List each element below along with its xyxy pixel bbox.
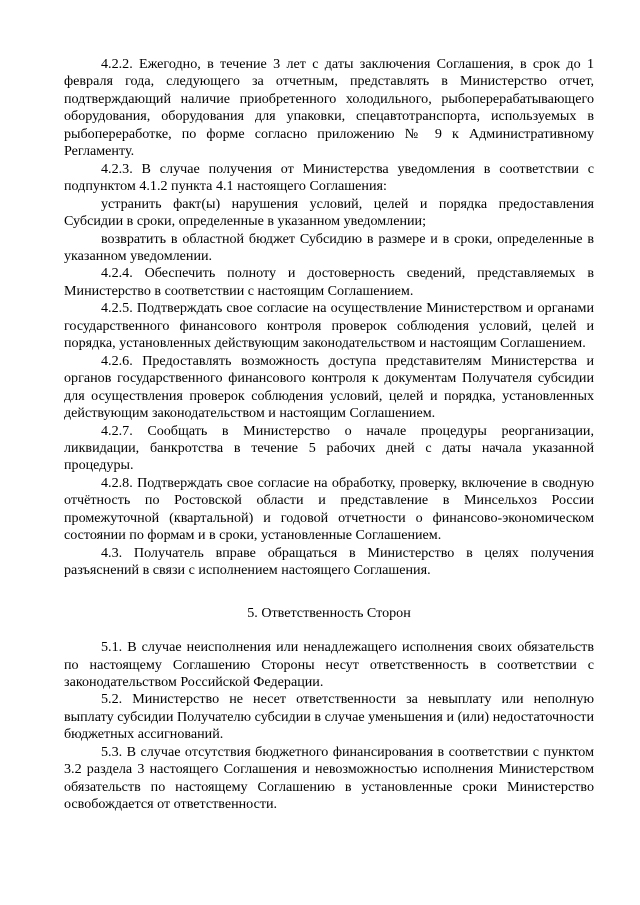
clause-5-3: 5.3. В случае отсутствия бюджетного финансирования в соответствии с пунктом 3.2 раздела 3 настоящего Соглашения и невозможностью исполнения Министерством обязательств по настоящему Соглашению в установленные сроки Министерство освобождается от ответственности. — [64, 743, 594, 813]
clause-4-2-3-item-1: устранить факт(ы) нарушения условий, целей и порядка предоставления Субсидии в сроки, определенные в указанном уведомлении; — [64, 195, 594, 230]
clause-5-1: 5.1. В случае неисполнения или ненадлежащего исполнения своих обязательств по настоящему Соглашению Стороны несут ответственность в соответствии с законодательством Российской Федерации. — [64, 639, 594, 690]
clause-4-3: 4.3. Получатель вправе обращаться в Министерство в целях получения разъяснений в связи с исполнением настоящего Соглашения. — [64, 544, 594, 579]
clause-4-2-6: 4.2.6. Предоставлять возможность доступа представителям Министерства и органов государственного финансового контроля к документам Получателя субсидии для осуществления проверок соблюдения условий, целей и порядка, установленных действующим законодательством и настоящим Соглашением. — [64, 352, 594, 422]
clause-4-2-7: 4.2.7. Сообщать в Министерство о начале процедуры реорганизации, ликвидации, банкротства в течение 5 рабочих дней с даты начала указанной процедуры. — [64, 422, 594, 474]
document-page — [64, 56, 594, 814]
clause-4-2-2: 4.2.2. Ежегодно, в течение 3 лет с даты заключения Соглашения, в срок до 1 февраля года, следующего за отчетным, представлять в Министерство отчет, подтверждающий наличие приобретенного холодильного, рыбоперерабатывающего оборудования, оборудования для упаковки, спецавтотранспорта, используемых в рыбопереработке, по форме согласно приложению № 9 к Административному Регламенту. — [64, 56, 594, 160]
clause-4-2-4: 4.2.4. Обеспечить полноту и достоверность сведений, представляемых в Министерство в соответствии с настоящим Соглашением. — [64, 265, 594, 299]
section-5-body — [64, 639, 594, 814]
clause-4-2-5: 4.2.5. Подтверждать свое согласие на осуществление Министерством и органами государственного финансового контроля проверок соблюдения условий, целей и порядка, установленных действующим законодательством и настоящим Соглашением. — [64, 300, 594, 352]
clause-5-2: 5.2. Министерство не несет ответственности за невыплату или неполную выплату субсидии Получателю субсидии в случае уменьшения и (или) недостаточности бюджетных ассигнований. — [64, 691, 594, 743]
section-5-heading: 5. Ответственность Сторон — [247, 604, 411, 621]
clause-4-2-3: 4.2.3. В случае получения от Министерства уведомления в соответствии с подпунктом 4.1.2 пункта 4.1 настоящего Соглашения: — [64, 160, 594, 195]
clause-4-2-8: 4.2.8. Подтверждать свое согласие на обработку, проверку, включение в сводную отчётность по Ростовской области и представление в Минсельхоз России промежуточной (квартальной) и годовой отчетности о финансово-экономическом состоянии по формам и в сроки, установленные Соглашением. — [64, 474, 594, 544]
clause-4-2-3-item-2: возвратить в областной бюджет Субсидию в размере и в сроки, определенные в указанном уведомлении. — [64, 230, 594, 264]
